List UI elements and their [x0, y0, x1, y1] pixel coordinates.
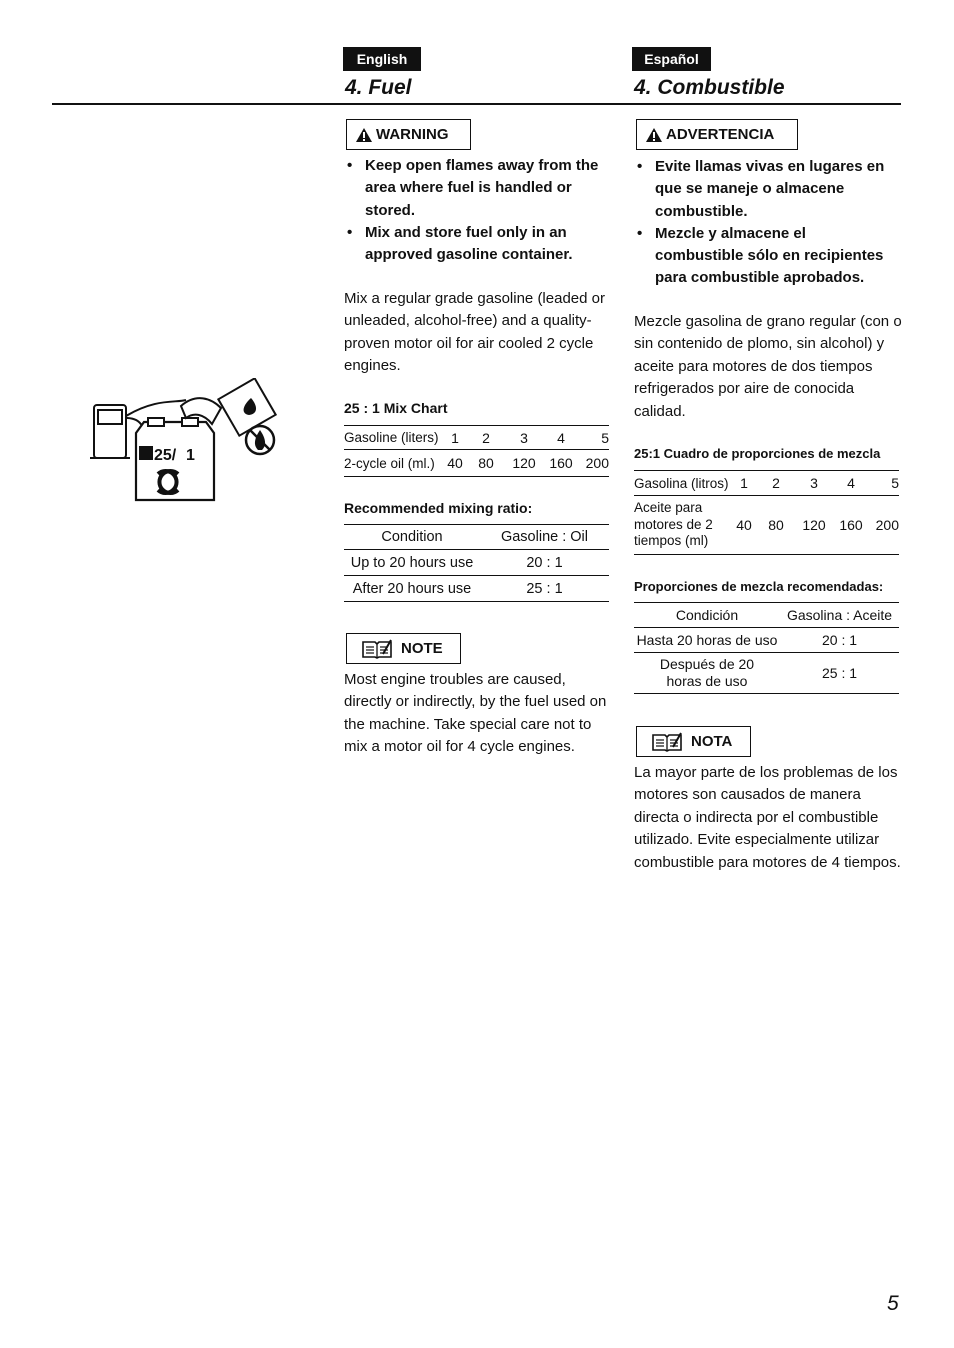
- english-note-paragraph: Most engine troubles are caused, directly or indirectly, by the fuel used on the machine. Take special care not to mix a motor oil for 4 cycle engines.: [344, 671, 607, 756]
- english-mix-chart-title: 25 : 1 Mix Chart: [344, 400, 448, 416]
- spanish-warning-item: • Evite llamas vivas en lugares en que se maneje o almacene combustible.: [634, 156, 898, 223]
- table-cell: Up to 20 hours use: [350, 554, 474, 571]
- table-row: [634, 603, 899, 628]
- no-flame-icon: [246, 426, 274, 454]
- page-number: 5: [887, 1292, 899, 1315]
- english-ratio-title: Recommended mixing ratio:: [344, 500, 533, 516]
- table-row: [344, 426, 609, 450]
- note-book-icon: [651, 732, 683, 752]
- spanish-warning-item: • Mezcle y almacene el combustible sólo en recipientes para combustible aprobados.: [634, 223, 898, 290]
- table-cell: 5: [601, 429, 609, 446]
- warning-triangle-icon: [645, 127, 663, 143]
- spanish-section-title: 4. Combustible: [634, 76, 785, 99]
- table-cell: 20 : 1: [526, 554, 563, 571]
- can-ratio-suffix: 1: [186, 447, 195, 464]
- table-cell: 160: [549, 455, 573, 471]
- fuel-mixing-illustration: [86, 378, 282, 508]
- table-cell: Hasta 20 horas de uso: [636, 632, 778, 648]
- note-book-icon: [361, 639, 393, 659]
- english-warnings-list: [344, 155, 606, 266]
- spanish-mix-chart-title: 25:1 Cuadro de proporciones de mezcla: [634, 446, 881, 461]
- table-cell: 3: [520, 429, 528, 446]
- table-cell: Gasolina (litros): [634, 475, 729, 491]
- spanish-intro-paragraph: Mezcle gasolina de grano regular (con o sin contenido de plomo, sin alcohol) y aceite para motores de dos tiempos refrigerados por aire de conocida calidad.: [634, 313, 902, 420]
- table-cell: 120: [802, 517, 826, 533]
- table-cell: 200: [875, 517, 899, 533]
- table-row: [634, 628, 899, 653]
- table-cell: 80: [478, 455, 494, 471]
- table-cell: 1: [451, 429, 459, 446]
- table-row: [344, 550, 609, 576]
- table-cell: 80: [768, 517, 784, 533]
- warning-triangle-icon: [355, 127, 373, 143]
- english-section-title: 4. Fuel: [345, 76, 412, 99]
- spanish-ratio-table: [634, 602, 899, 694]
- spanish-warnings-list: [634, 156, 898, 290]
- table-cell: 2-cycle oil (ml.): [344, 455, 435, 471]
- table-cell: 25 : 1: [526, 580, 563, 597]
- spanish-note-text: NOTA: [691, 733, 733, 750]
- english-language-tag: English: [343, 47, 421, 71]
- spanish-ratio-title: Proporciones de mezcla recomendadas:: [634, 579, 884, 594]
- spanish-note-paragraph: La mayor parte de los problemas de los motores son causados de manera directa o indirecta por el combustible utilizado. Evite especialmente utilizar combustible para motores de 4 tiempos.: [634, 764, 901, 871]
- table-cell: 160: [839, 517, 863, 533]
- english-note-text: NOTE: [401, 640, 443, 657]
- spanish-warning-text: ADVERTENCIA: [666, 126, 775, 143]
- table-cell: After 20 hours use: [352, 580, 472, 597]
- table-cell: 40: [447, 455, 463, 471]
- table-cell: 2: [772, 475, 780, 491]
- english-mix-chart-table: [344, 425, 609, 477]
- english-warning-item: • Mix and store fuel only in an approved gasoline container.: [344, 222, 606, 267]
- fuel-pump-icon: [90, 405, 142, 458]
- table-header: Condición: [675, 607, 739, 623]
- spanish-language-tag: Español: [632, 47, 711, 71]
- english-warning-item: • Keep open flames away from the area where fuel is handled or stored.: [344, 155, 606, 222]
- table-cell: 2: [482, 429, 490, 446]
- table-cell: 40: [736, 517, 752, 533]
- table-header: Condition: [381, 529, 443, 545]
- table-cell: 5: [891, 475, 899, 491]
- table-cell: 1: [740, 475, 748, 491]
- table-row: [634, 653, 899, 694]
- table-cell: Después de 20 horas de uso: [659, 656, 755, 689]
- table-cell: 200: [585, 455, 609, 471]
- table-row: [634, 471, 899, 496]
- header-rule: [52, 103, 901, 105]
- english-intro-paragraph: Mix a regular grade gasoline (leaded or unleaded, alcohol-free) and a quality-proven motor oil for air cooled 2 cycle engines.: [344, 290, 605, 375]
- table-row: [344, 576, 609, 602]
- table-row: [344, 450, 609, 477]
- table-cell: Aceite para motores de 2 tiempos (ml): [634, 500, 713, 549]
- table-header: Gasolina : Aceite: [786, 607, 893, 623]
- table-cell: 25 : 1: [821, 665, 858, 681]
- table-row: [344, 525, 609, 550]
- english-warning-label: [346, 119, 471, 150]
- table-row: [634, 496, 899, 555]
- spanish-mix-chart-table: [634, 470, 899, 555]
- english-warning-text: WARNING: [376, 126, 449, 143]
- english-ratio-table: [344, 524, 609, 602]
- spanish-warning-label: [636, 119, 798, 150]
- table-cell: 4: [557, 429, 565, 446]
- table-cell: 4: [847, 475, 855, 491]
- table-cell: 3: [810, 475, 818, 491]
- spanish-note-label: [636, 726, 751, 757]
- table-cell: Gasoline (liters): [344, 430, 439, 445]
- can-ratio-label: 25/: [154, 447, 177, 464]
- fuel-can-icon: [136, 418, 214, 500]
- table-header: Gasoline : Oil: [500, 529, 589, 545]
- table-cell: 20 : 1: [821, 632, 858, 648]
- english-note-label: [346, 633, 461, 664]
- table-cell: 120: [512, 455, 536, 471]
